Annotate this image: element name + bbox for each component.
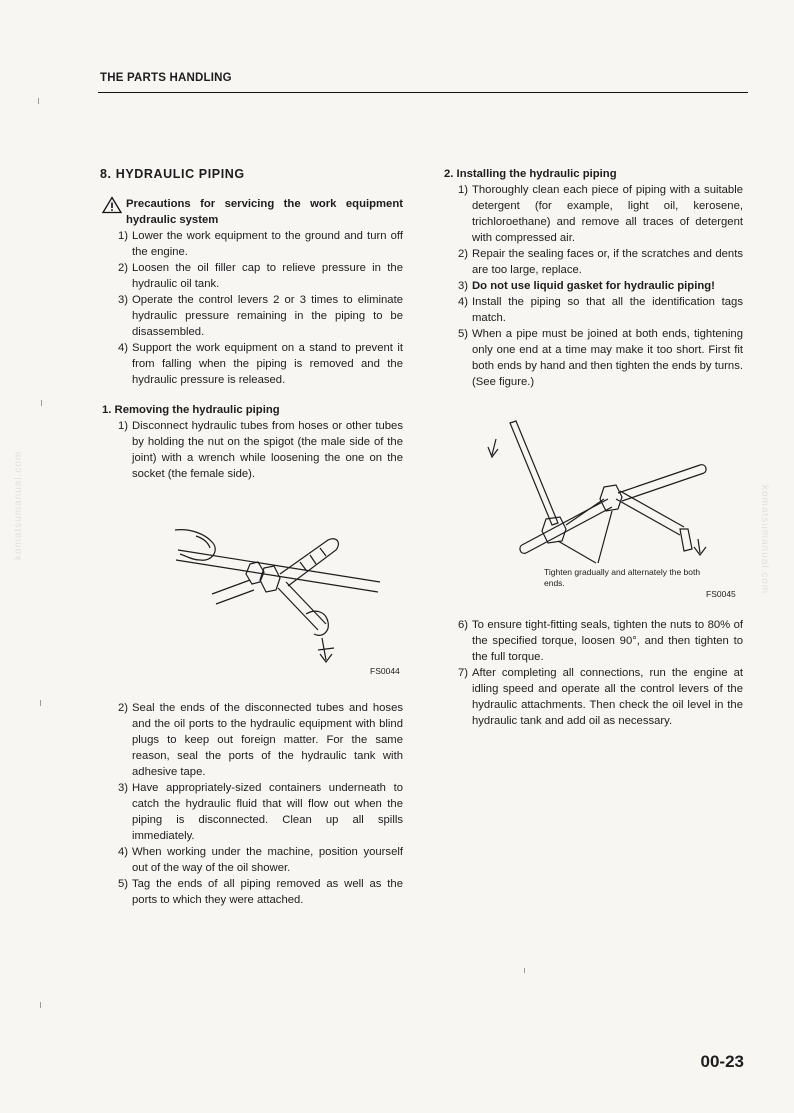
removing-steps-a [100, 418, 403, 482]
page-number: 00-23 [700, 1052, 744, 1071]
list-item: 3) Have appropriately-sized containers underneath to catch the hydraulic fluid that will flow out when the piping is disconnected. Clean up all spills immediately. [117, 782, 403, 842]
list-item: 5) Tag the ends of all piping removed as well as the ports to which they were attached. [117, 878, 403, 906]
list-item: 4) When working under the machine, position yourself out of the way of the oil shower. [117, 846, 403, 874]
right-column-top [442, 166, 743, 390]
watermark-right: komatsumanual.com [759, 485, 770, 595]
figure-code: FS0044 [370, 666, 400, 676]
list-item: 4) Install the piping so that all the identification tags match. [457, 296, 743, 324]
list-item: 7) After completing all connections, run the engine at idling speed and operate all the control levers of the hydraulic attachments. Then check the oil level in the hydraulic tank and add oil as necessary. [457, 667, 743, 727]
warning-icon [102, 196, 126, 228]
removing-title: 1. Removing the hydraulic piping [102, 404, 280, 416]
list-item: 1) Thoroughly clean each piece of piping with a suitable detergent (for example, light oil, kerosene, trichloroethane) and remove all traces of detergent with compressed air. [457, 184, 743, 244]
header-title: THE PARTS HANDLING [100, 72, 232, 84]
caution-block [102, 196, 403, 228]
watermark-left: komatsumanual.com [13, 450, 24, 560]
caution-text: Precautions for servicing the work equipment hydraulic system [126, 198, 403, 226]
list-item: 2) Seal the ends of the disconnected tubes and hoses and the oil ports to the hydraulic equipment with blind plugs to keep out foreign matter. For the same reason, seal the ports of the hydraulic tank with adhesive tape. [117, 702, 403, 778]
figure-code: FS0045 [706, 589, 736, 599]
left-column-top [100, 166, 403, 482]
figure-note: Tighten gradually and alternately the both ends. [544, 567, 701, 588]
list-item: 1) Disconnect hydraulic tubes from hoses or other tubes by holding the nut on the spigot (the male side of the joint) with a wrench while loosening the one on the socket (the female side). [117, 420, 403, 480]
installing-steps-a [442, 182, 743, 390]
scan-mark [38, 98, 39, 104]
installing-title: 2. Installing the hydraulic piping [444, 168, 617, 180]
list-item: 5) When a pipe must be joined at both ends, tightening only one end at a time may make it too short. First fit both ends by hand and then tighten the ends by turns. (See figure.) [457, 328, 743, 388]
left-column-bottom [100, 700, 403, 908]
scan-mark [40, 700, 41, 706]
wrench-illustration [150, 520, 390, 670]
list-item: 4) Support the work equipment on a stand to prevent it from falling when the piping is removed and the hydraulic pressure is released. [117, 342, 403, 386]
section-title: 8. HYDRAULIC PIPING [100, 167, 245, 181]
right-column-bottom [442, 617, 743, 729]
header-rule [98, 92, 748, 93]
pipe-joint-illustration [480, 415, 740, 575]
list-item: 2) Repair the sealing faces or, if the scratches and dents are too large, replace. [457, 248, 743, 276]
list-item: 3) Operate the control levers 2 or 3 times to eliminate hydraulic pressure remaining in the piping to be disassembled. [117, 294, 403, 338]
scan-mark [40, 1002, 41, 1008]
list-item: 1) Lower the work equipment to the ground and turn off the engine. [117, 230, 403, 258]
list-item: 2) Loosen the oil filler cap to relieve pressure in the hydraulic oil tank. [117, 262, 403, 290]
scan-mark [41, 400, 42, 406]
list-item: 3) Do not use liquid gasket for hydraulic piping! [457, 280, 715, 292]
scan-mark [524, 968, 525, 973]
list-item: 6) To ensure tight-fitting seals, tighten the nuts to 80% of the specified torque, loosen 90°, and then tighten to the full torque. [457, 619, 743, 663]
caution-steps [100, 228, 403, 388]
